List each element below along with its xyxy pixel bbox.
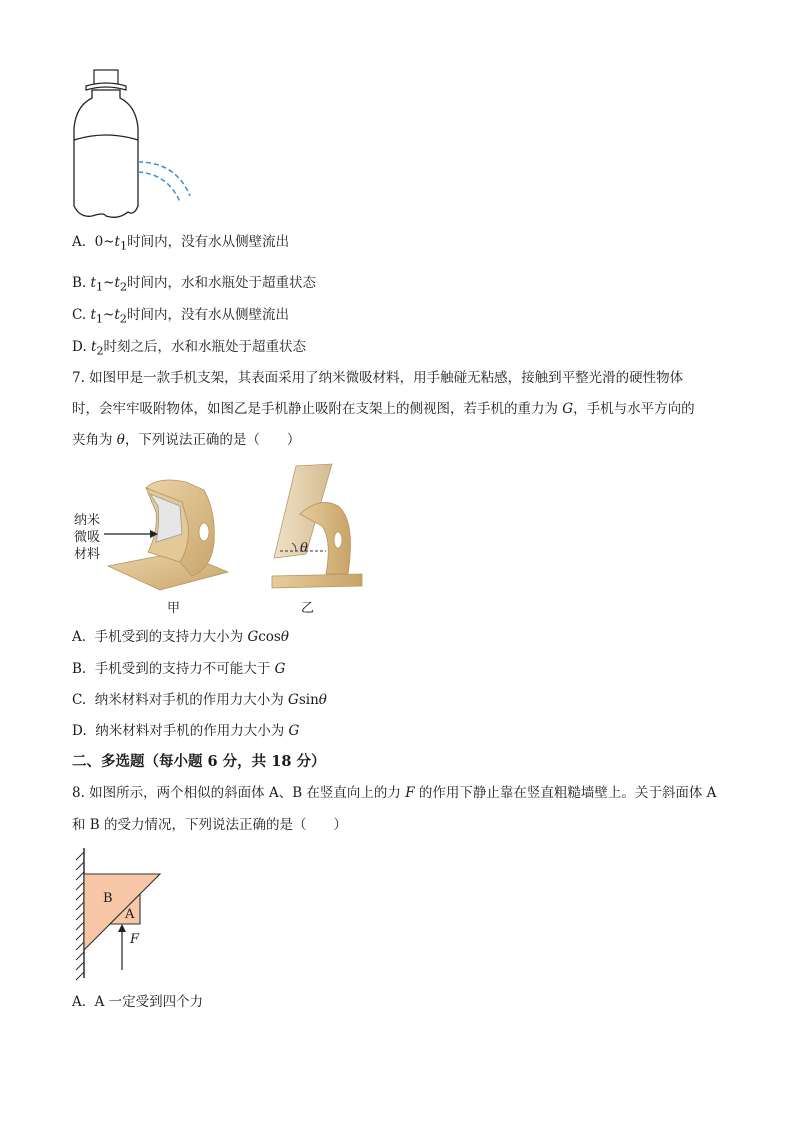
label-a: A: [125, 907, 135, 922]
angle-label: θ: [300, 541, 308, 556]
q8-option-a: A. A 一定受到四个力: [72, 994, 204, 1010]
q7-stem-line1: 7. 如图甲是一款手机支架，其表面采用了纳米微吸材料，用手触碰无粘感，接触到平整光滑的硬性物体: [72, 370, 684, 386]
q6-option-c: C. $t_1\sim t_2$时间内，没有水从侧壁流出: [72, 307, 289, 326]
q6-option-d: D. $t_2$时刻之后，水和水瓶处于超重状态: [72, 339, 307, 358]
caption-yi: 乙: [301, 601, 315, 616]
q7-option-c: C. 纳米材料对手机的作用力大小为 Gsinθ: [72, 692, 327, 708]
q8-stem-line1: 8. 如图所示，两个相似的斜面体 A、B 在竖直向上的力 F 的作用下静止靠在竖直粗糙墙壁上。关于斜面体 A: [72, 785, 717, 801]
label-b: B: [103, 891, 113, 906]
q7-option-a: A. 手机受到的支持力大小为 Gcosθ: [72, 629, 289, 645]
q8-stem-line2: 和 B 的受力情况，下列说法正确的是（ ）: [72, 817, 348, 833]
material-label-3: 材料: [74, 547, 101, 562]
wedges-on-wall-figure: [72, 846, 172, 982]
q6-option-b: B. $t_1\sim t_2$时间内，水和水瓶处于超重状态: [72, 275, 317, 294]
label-f: F: [130, 932, 140, 947]
q7-option-d: D. 纳米材料对手机的作用力大小为 G: [72, 723, 300, 739]
caption-jia: 甲: [167, 601, 181, 616]
bottle-figure: [68, 66, 198, 221]
phone-stand-b-drawing: [266, 462, 366, 594]
section-heading: 二、多选题（每小题 6 分，共 18 分）: [72, 753, 326, 770]
q7-stem-line3: 夹角为 θ，下列说法正确的是（ ）: [72, 432, 301, 448]
phone-stand-a-drawing: [100, 472, 232, 592]
q7-option-b: B. 手机受到的支持力不可能大于 G: [72, 661, 286, 677]
material-label-2: 微吸: [74, 530, 101, 545]
material-label-1: 纳米: [74, 513, 101, 528]
q6-option-a: A. $0\sim t_1$时间内，没有水从侧壁流出: [72, 234, 290, 253]
q7-stem-line2: 时，会牢牢吸附物体，如图乙是手机静止吸附在支架上的侧视图，若手机的重力为 G，手机与水平方向的: [72, 401, 695, 417]
